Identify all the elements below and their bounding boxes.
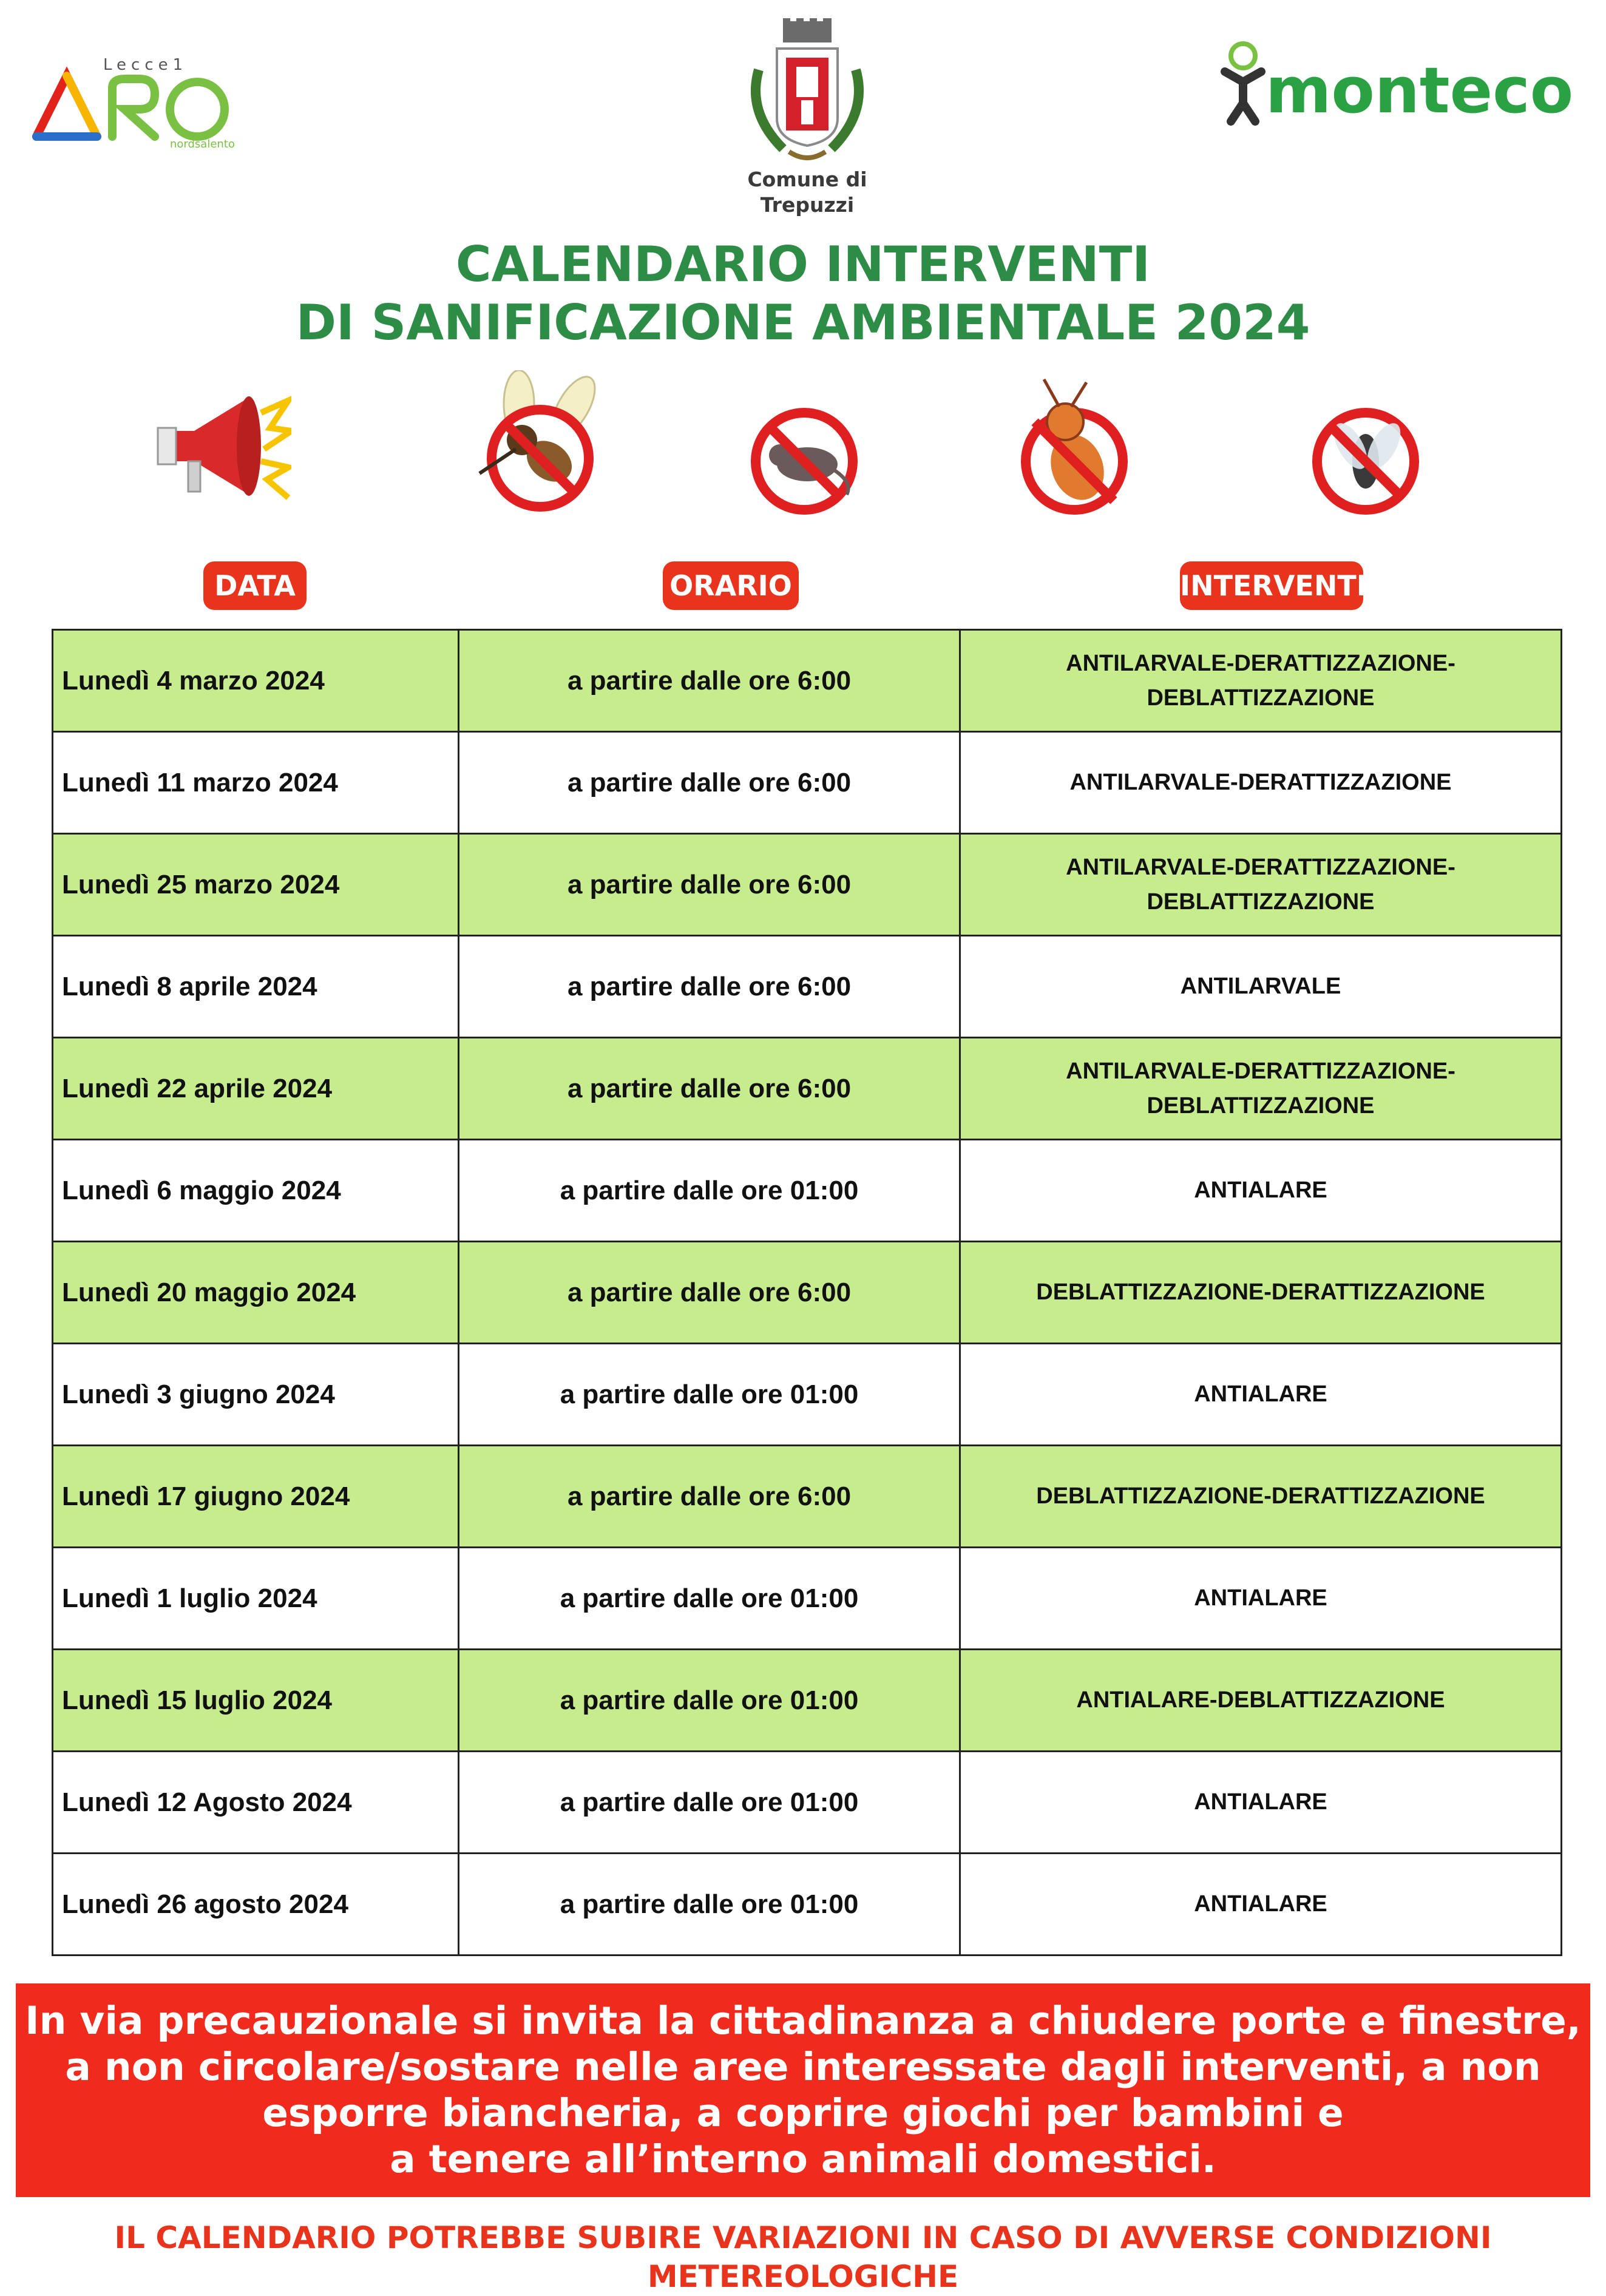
comune-crest bbox=[698, 15, 917, 215]
row-date: Lunedì 17 giugno 2024 bbox=[53, 1446, 459, 1548]
table-row bbox=[53, 732, 1562, 834]
row-time: a partire dalle ore 6:00 bbox=[459, 1446, 960, 1548]
table-row bbox=[53, 1752, 1562, 1854]
row-time: a partire dalle ore 6:00 bbox=[459, 834, 960, 936]
row-time: a partire dalle ore 01:00 bbox=[459, 1140, 960, 1242]
row-time: a partire dalle ore 01:00 bbox=[459, 1854, 960, 1956]
row-date: Lunedì 8 aprile 2024 bbox=[53, 936, 459, 1038]
table-row bbox=[53, 1242, 1562, 1344]
notice-line3: esporre biancheria, a coprire giochi per bambini e bbox=[262, 2091, 1344, 2135]
no-mosquito-icon bbox=[467, 370, 613, 522]
row-date: Lunedì 11 marzo 2024 bbox=[53, 732, 459, 834]
row-time: a partire dalle ore 6:00 bbox=[459, 630, 960, 732]
row-interventi bbox=[960, 1344, 1562, 1446]
interventi-line1: ANTILARVALE-DERATTIZZAZIONE bbox=[1069, 770, 1452, 795]
row-interventi bbox=[960, 1446, 1562, 1548]
recycle-figure-icon bbox=[1231, 44, 1255, 68]
precaution-notice bbox=[16, 1983, 1590, 2197]
row-date: Lunedì 12 Agosto 2024 bbox=[53, 1752, 459, 1854]
page-title-line2: DI SANIFICAZIONE AMBIENTALE 2024 bbox=[296, 294, 1310, 351]
row-date: Lunedì 26 agosto 2024 bbox=[53, 1854, 459, 1956]
megaphone-icon bbox=[146, 370, 291, 522]
comune-line2: Trepuzzi bbox=[760, 193, 855, 217]
interventi-line2: DEBLATTIZZAZIONE bbox=[1147, 685, 1375, 711]
table-row bbox=[53, 834, 1562, 936]
row-interventi bbox=[960, 1752, 1562, 1854]
interventi-line1: ANTIALARE bbox=[1194, 1381, 1327, 1407]
page-title-line1: CALENDARIO INTERVENTI bbox=[455, 236, 1151, 293]
header-interventi: INTERVENTI bbox=[1180, 561, 1363, 610]
aro-logo bbox=[24, 52, 249, 149]
interventi-line1: ANTIALARE bbox=[1194, 1585, 1327, 1611]
notice-line4: a tenere all’interno animali domestici. bbox=[390, 2137, 1216, 2181]
row-interventi bbox=[960, 936, 1562, 1038]
header-data: DATA bbox=[203, 561, 307, 610]
table-row bbox=[53, 1548, 1562, 1650]
row-time: a partire dalle ore 01:00 bbox=[459, 1344, 960, 1446]
interventi-line1: ANTIALARE bbox=[1194, 1789, 1327, 1815]
interventi-line1: ANTILARVALE bbox=[1180, 974, 1341, 999]
interventi-line1: DEBLATTIZZAZIONE-DERATTIZZAZIONE bbox=[1036, 1279, 1485, 1305]
table-row bbox=[53, 1140, 1562, 1242]
row-date: Lunedì 1 luglio 2024 bbox=[53, 1548, 459, 1650]
table-row bbox=[53, 1344, 1562, 1446]
row-date: Lunedì 25 marzo 2024 bbox=[53, 834, 459, 936]
row-interventi bbox=[960, 1038, 1562, 1140]
interventi-line1: ANTILARVALE-DERATTIZZAZIONE- bbox=[1066, 650, 1455, 676]
interventi-line1: ANTIALARE bbox=[1194, 1891, 1327, 1917]
row-interventi bbox=[960, 834, 1562, 936]
row-interventi bbox=[960, 1242, 1562, 1344]
row-date: Lunedì 4 marzo 2024 bbox=[53, 630, 459, 732]
row-date: Lunedì 15 luglio 2024 bbox=[53, 1650, 459, 1752]
table-row bbox=[53, 1854, 1562, 1956]
row-time: a partire dalle ore 6:00 bbox=[459, 732, 960, 834]
row-date: Lunedì 22 aprile 2024 bbox=[53, 1038, 459, 1140]
no-fly-icon bbox=[1293, 370, 1438, 522]
table-row bbox=[53, 1650, 1562, 1752]
row-interventi bbox=[960, 1140, 1562, 1242]
notice-line2: a non circolare/sostare nelle aree interessate dagli interventi, a non bbox=[65, 2045, 1541, 2089]
no-rat-icon bbox=[731, 370, 877, 522]
row-time: a partire dalle ore 6:00 bbox=[459, 1242, 960, 1344]
interventi-line1: ANTIALARE bbox=[1194, 1177, 1327, 1203]
row-date: Lunedì 3 giugno 2024 bbox=[53, 1344, 459, 1446]
row-time: a partire dalle ore 01:00 bbox=[459, 1650, 960, 1752]
aro-sub-text: nordsalento bbox=[170, 138, 235, 149]
table-row bbox=[53, 936, 1562, 1038]
no-cockroach-icon bbox=[1001, 370, 1147, 522]
row-time: a partire dalle ore 6:00 bbox=[459, 1038, 960, 1140]
row-date: Lunedì 6 maggio 2024 bbox=[53, 1140, 459, 1242]
interventi-line1: ANTILARVALE-DERATTIZZAZIONE- bbox=[1066, 1058, 1455, 1084]
header-orario: ORARIO bbox=[663, 561, 799, 610]
row-date: Lunedì 20 maggio 2024 bbox=[53, 1242, 459, 1344]
monteco-logo bbox=[1220, 36, 1584, 127]
interventi-line1: DEBLATTIZZAZIONE-DERATTIZZAZIONE bbox=[1036, 1483, 1485, 1509]
aro-top-text: Lecce1 bbox=[103, 56, 188, 74]
table-row bbox=[53, 630, 1562, 732]
interventi-line2: DEBLATTIZZAZIONE bbox=[1147, 889, 1375, 915]
row-time: a partire dalle ore 6:00 bbox=[459, 936, 960, 1038]
monteco-text: monteco bbox=[1265, 53, 1574, 127]
row-time: a partire dalle ore 01:00 bbox=[459, 1752, 960, 1854]
row-interventi bbox=[960, 1548, 1562, 1650]
row-interventi bbox=[960, 630, 1562, 732]
notice-line1: In via precauzionale si invita la cittadinanza a chiudere porte e finestre, bbox=[25, 1999, 1581, 2043]
comune-line1: Comune di bbox=[747, 168, 867, 191]
row-interventi bbox=[960, 1854, 1562, 1956]
weather-disclaimer: IL CALENDARIO POTREBBE SUBIRE VARIAZIONI IN CASO DI AVVERSE CONDIZIONI METEREOLOGICHE bbox=[114, 2220, 1492, 2294]
schedule-table bbox=[52, 629, 1562, 1956]
interventi-line1: ANTIALARE-DEBLATTIZZAZIONE bbox=[1076, 1687, 1445, 1713]
table-row bbox=[53, 1038, 1562, 1140]
row-interventi bbox=[960, 732, 1562, 834]
row-interventi bbox=[960, 1650, 1562, 1752]
interventi-line2: DEBLATTIZZAZIONE bbox=[1147, 1092, 1375, 1119]
crest-icon bbox=[734, 15, 880, 167]
row-time: a partire dalle ore 01:00 bbox=[459, 1548, 960, 1650]
table-row bbox=[53, 1446, 1562, 1548]
interventi-line1: ANTILARVALE-DERATTIZZAZIONE- bbox=[1066, 854, 1455, 880]
